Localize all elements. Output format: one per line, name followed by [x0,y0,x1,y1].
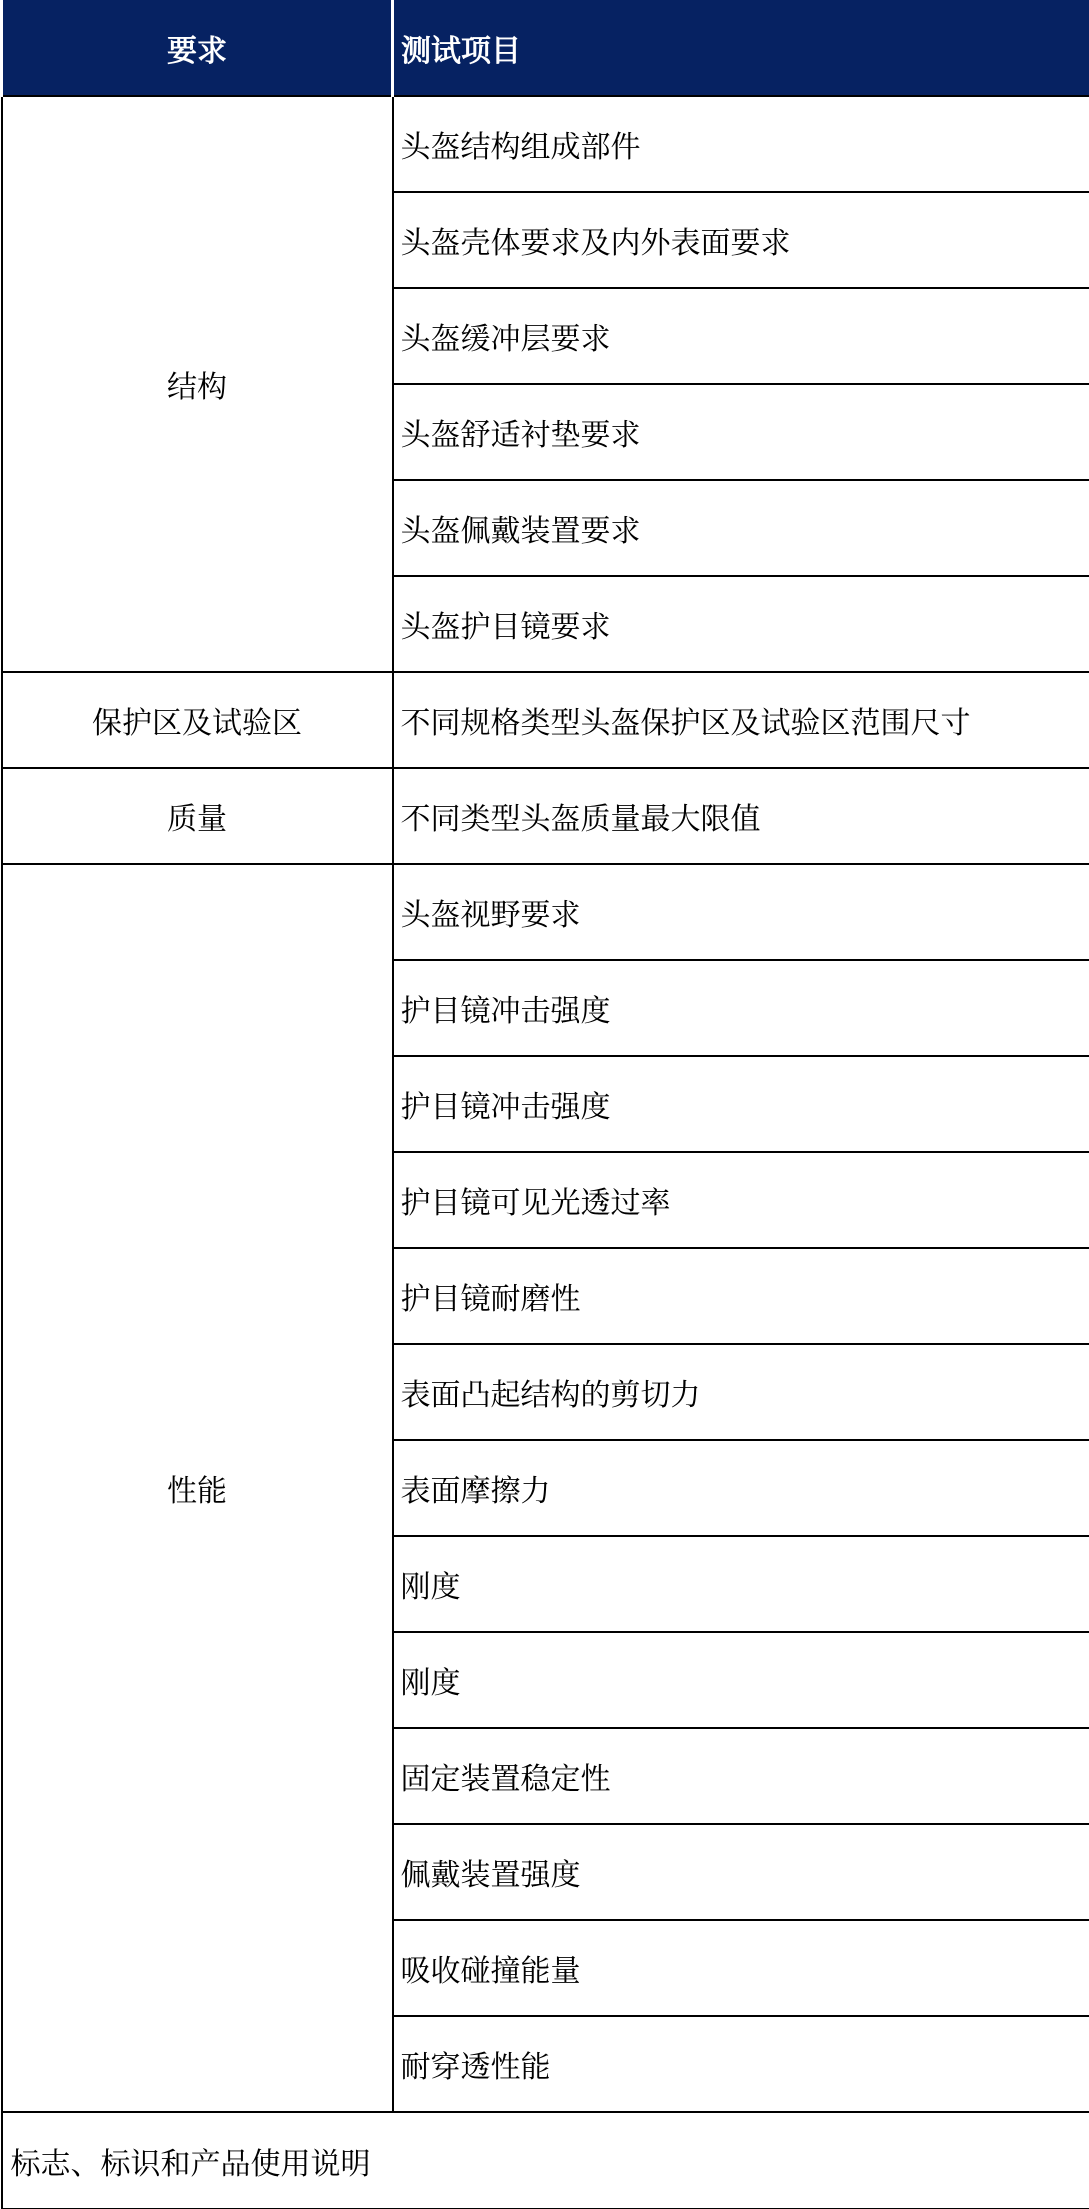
item-cell: 不同类型头盔质量最大限值 [393,768,1089,864]
item-cell: 头盔视野要求 [393,864,1089,960]
item-cell: 护目镜耐磨性 [393,1248,1089,1344]
table-row [2,864,1089,960]
item-cell: 表面凸起结构的剪切力 [393,1344,1089,1440]
group-cell-structure: 结构 [2,96,393,672]
group-cell-protection-zone: 保护区及试验区 [2,672,393,768]
item-cell: 护目镜可见光透过率 [393,1152,1089,1248]
item-cell: 头盔缓冲层要求 [393,288,1089,384]
group-cell-performance: 性能 [2,864,393,2112]
table-header [2,0,1089,96]
table-row [2,768,1089,864]
item-cell: 护目镜冲击强度 [393,1056,1089,1152]
item-cell: 耐穿透性能 [393,2016,1089,2112]
item-cell: 不同规格类型头盔保护区及试验区范围尺寸 [393,672,1089,768]
footer-cell-marking-instructions: 标志、标识和产品使用说明 [2,2112,1089,2209]
table-row [2,96,1089,192]
item-cell: 佩戴装置强度 [393,1824,1089,1920]
group-cell-mass: 质量 [2,768,393,864]
item-cell: 护目镜冲击强度 [393,960,1089,1056]
item-cell: 刚度 [393,1536,1089,1632]
item-cell: 头盔舒适衬垫要求 [393,384,1089,480]
table-body [2,96,1089,2209]
header-cell-requirement: 要求 [2,0,393,96]
item-cell: 头盔护目镜要求 [393,576,1089,672]
footer-row [2,2112,1089,2209]
item-cell: 头盔结构组成部件 [393,96,1089,192]
item-cell: 头盔壳体要求及内外表面要求 [393,192,1089,288]
header-cell-test-item: 测试项目 [393,0,1089,96]
item-cell: 固定装置稳定性 [393,1728,1089,1824]
header-row [2,0,1089,96]
item-cell: 刚度 [393,1632,1089,1728]
table-row [2,672,1089,768]
item-cell: 头盔佩戴装置要求 [393,480,1089,576]
item-cell: 表面摩擦力 [393,1440,1089,1536]
item-cell: 吸收碰撞能量 [393,1920,1089,2016]
